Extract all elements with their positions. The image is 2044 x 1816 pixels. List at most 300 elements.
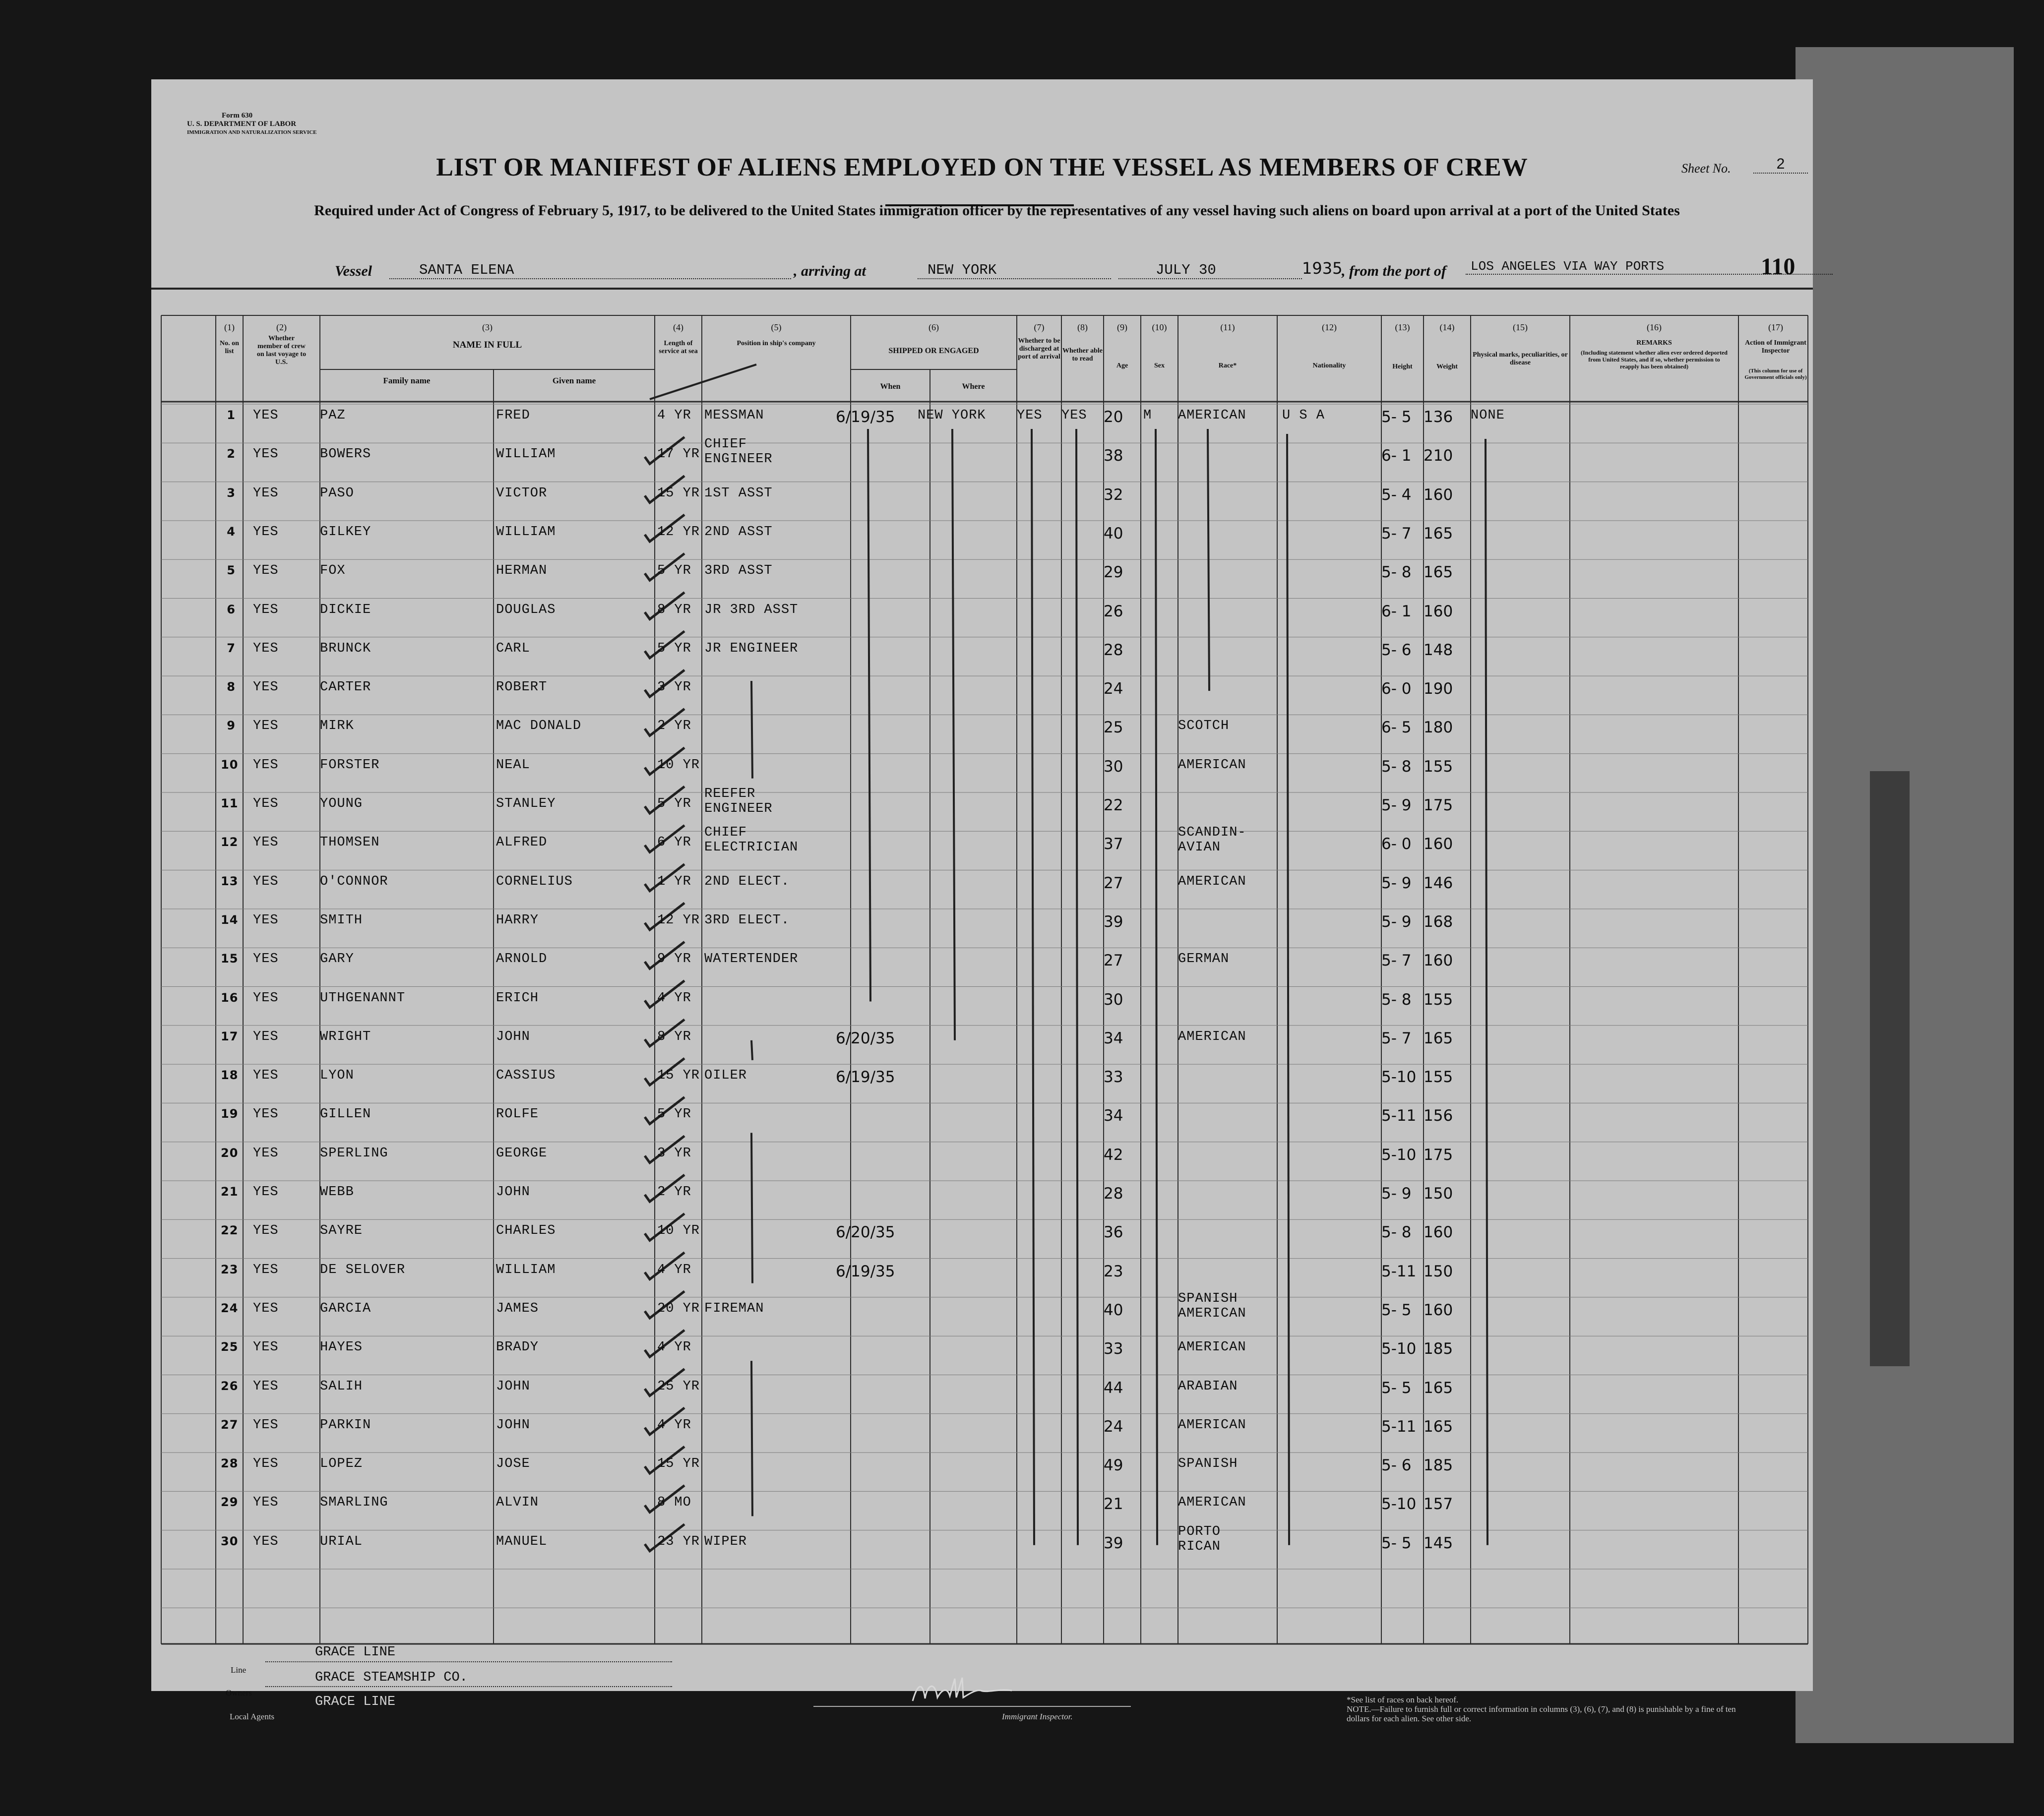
- age-cell: 21: [1104, 1495, 1123, 1513]
- weight-cell: 136: [1424, 408, 1453, 426]
- weight-cell: 150: [1424, 1185, 1453, 1203]
- col-header-weight: Weight: [1436, 363, 1458, 370]
- given-name-cell: ALFRED: [496, 835, 548, 850]
- height-cell: 5-10: [1381, 1146, 1417, 1164]
- line-label: Line: [231, 1665, 247, 1675]
- given-name-cell: JOHN: [496, 1417, 530, 1433]
- row-number-cell: 28: [221, 1456, 239, 1471]
- arriving-label: , arriving at: [794, 263, 866, 279]
- height-cell: 6- 1: [1381, 602, 1412, 620]
- weight-cell: 175: [1424, 796, 1453, 814]
- family-name-cell: BRUNCK: [320, 641, 372, 656]
- height-cell: 5- 9: [1381, 874, 1412, 892]
- family-name-cell: PASO: [320, 485, 354, 501]
- department-name: U. S. DEPARTMENT OF LABOR: [187, 120, 297, 128]
- shipped-when-cell: 6/20/35: [836, 1029, 895, 1047]
- given-name-cell: CHARLES: [496, 1223, 556, 1239]
- ditto-mark: [751, 1133, 752, 1283]
- previous-voyage-cell: YES: [253, 1029, 279, 1044]
- given-name-cell: JOSE: [496, 1456, 530, 1472]
- height-cell: 5- 7: [1381, 524, 1412, 543]
- age-cell: 28: [1104, 1185, 1123, 1203]
- row-number-cell: 21: [221, 1185, 239, 1199]
- family-name-cell: LOPEZ: [320, 1456, 363, 1472]
- col-header-nationality: Nationality: [1312, 362, 1346, 369]
- row-number-cell: 29: [221, 1495, 239, 1510]
- race-cell: PORTO RICAN: [1178, 1524, 1221, 1554]
- arrival-date: JULY 30: [1118, 262, 1302, 279]
- previous-voyage-cell: YES: [253, 990, 279, 1006]
- row-number-cell: 23: [221, 1262, 239, 1276]
- service-length-cell: 4 YR: [657, 408, 691, 423]
- given-name-cell: BRADY: [496, 1340, 539, 1355]
- col-header-position: Position in ship's company: [737, 340, 816, 347]
- service-length-cell: 1 YR: [657, 874, 691, 889]
- ditto-mark: [751, 1361, 752, 1516]
- row-number-cell: 25: [221, 1340, 239, 1354]
- col-header-discharged: Whether to be discharged at port of arrival: [1018, 337, 1060, 361]
- service-length-cell: 15 YR: [657, 1068, 700, 1084]
- family-name-cell: GILLEN: [320, 1107, 372, 1122]
- shipped-when-cell: 6/20/35: [836, 1223, 895, 1242]
- family-name-cell: GILKEY: [320, 524, 372, 540]
- position-cell: FIREMAN: [704, 1301, 764, 1316]
- form-number: Form 630: [222, 112, 253, 120]
- service-length-cell: 5 YR: [657, 641, 691, 656]
- previous-voyage-cell: YES: [253, 1146, 279, 1161]
- weight-cell: 160: [1424, 835, 1453, 853]
- ditto-mark: [1287, 434, 1289, 1545]
- row-number-cell: 8: [227, 680, 236, 694]
- col-header-action-note: (This column for use of Government officials only): [1744, 368, 1807, 380]
- weight-cell: 160: [1424, 1301, 1453, 1319]
- weight-cell: 175: [1424, 1146, 1453, 1164]
- age-cell: 20: [1104, 408, 1123, 426]
- service-length-cell: 4 YR: [657, 1417, 691, 1433]
- age-cell: 33: [1104, 1068, 1123, 1087]
- service-length-cell: 8 YR: [657, 1029, 691, 1044]
- row-number-cell: 12: [221, 835, 239, 849]
- age-cell: 32: [1104, 485, 1123, 504]
- row-number-cell: 6: [227, 602, 236, 616]
- page-number: 110: [1761, 253, 1796, 280]
- service-length-cell: 3 YR: [657, 680, 691, 695]
- family-name-cell: SMARLING: [320, 1495, 388, 1511]
- given-name-cell: ALVIN: [496, 1495, 539, 1511]
- manifest-sheet: [151, 79, 1813, 1697]
- family-name-cell: SPERLING: [320, 1146, 388, 1161]
- age-cell: 27: [1104, 874, 1123, 892]
- height-cell: 5- 8: [1381, 1223, 1412, 1242]
- page-title: LIST OR MANIFEST OF ALIENS EMPLOYED ON THE VESSEL AS MEMBERS OF CREW: [436, 153, 1528, 182]
- arrival-port: NEW YORK: [918, 262, 1111, 279]
- col-num-5: (5): [771, 322, 782, 332]
- previous-voyage-cell: YES: [253, 1456, 279, 1472]
- row-number-cell: 27: [221, 1417, 239, 1432]
- previous-voyage-cell: YES: [253, 602, 279, 617]
- given-name-cell: JOHN: [496, 1185, 530, 1200]
- previous-voyage-cell: YES: [253, 757, 279, 773]
- inspector-label: Immigrant Inspector.: [1002, 1712, 1073, 1721]
- height-cell: 6- 0: [1381, 835, 1412, 853]
- service-length-cell: 9 YR: [657, 952, 691, 967]
- able-to-read-cell: YES: [1061, 408, 1087, 423]
- height-cell: 5- 6: [1381, 1456, 1412, 1475]
- row-number-cell: 11: [221, 796, 239, 810]
- previous-voyage-cell: YES: [253, 641, 279, 656]
- position-cell: 3RD ELECT.: [704, 912, 790, 928]
- race-cell: AMERICAN: [1178, 757, 1246, 773]
- col-header-remarks-note: (Including statement whether alien ever ordered deported from United States, and if so, whether permission to reapply has been obtained): [1581, 349, 1728, 370]
- weight-cell: 165: [1424, 563, 1453, 582]
- age-cell: 34: [1104, 1029, 1123, 1047]
- row-number-cell: 14: [221, 912, 239, 927]
- height-cell: 5-11: [1381, 1417, 1417, 1436]
- given-name-cell: CORNELIUS: [496, 874, 573, 889]
- weight-cell: 165: [1424, 1379, 1453, 1397]
- height-cell: 5- 5: [1381, 1534, 1412, 1552]
- col-num-11: (11): [1220, 322, 1235, 332]
- age-cell: 24: [1104, 680, 1123, 698]
- footer-note-block: [1347, 1695, 1743, 1723]
- line-underline: [265, 1661, 672, 1662]
- col-num-9: (9): [1117, 322, 1127, 332]
- col-num-1: (1): [224, 322, 235, 332]
- age-cell: 36: [1104, 1223, 1123, 1242]
- service-length-cell: 10 YR: [657, 1223, 700, 1239]
- position-cell: WATERTENDER: [704, 952, 799, 967]
- sheet-number: 2: [1753, 156, 1808, 174]
- age-cell: 42: [1104, 1146, 1123, 1164]
- nationality-cell: U S A: [1282, 408, 1325, 423]
- family-name-cell: DE SELOVER: [320, 1262, 406, 1277]
- position-cell: JR 3RD ASST: [704, 602, 799, 617]
- age-cell: 29: [1104, 563, 1123, 582]
- given-name-cell: WILLIAM: [496, 1262, 556, 1277]
- race-cell: ARABIAN: [1178, 1379, 1238, 1394]
- service-name: IMMIGRATION AND NATURALIZATION SERVICE: [187, 129, 317, 135]
- previous-voyage-cell: YES: [253, 485, 279, 501]
- previous-voyage-cell: YES: [253, 563, 279, 579]
- age-cell: 22: [1104, 796, 1123, 814]
- shipped-when-cell: 6/19/35: [836, 1262, 895, 1280]
- local-agents-name: GRACE LINE: [315, 1695, 396, 1709]
- physical-marks-cell: NONE: [1471, 408, 1505, 423]
- service-length-cell: 12 YR: [657, 524, 700, 540]
- weight-cell: 160: [1424, 602, 1453, 620]
- service-length-cell: 23 YR: [657, 1534, 700, 1549]
- position-cell: 2ND ELECT.: [704, 874, 790, 889]
- weight-cell: 148: [1424, 641, 1453, 659]
- previous-voyage-cell: YES: [253, 1107, 279, 1122]
- family-name-cell: MIRK: [320, 719, 354, 734]
- height-cell: 5- 5: [1381, 1301, 1412, 1319]
- col-header-height: Height: [1392, 363, 1413, 370]
- departure-port: LOS ANGELES VIA WAY PORTS: [1466, 259, 1833, 275]
- height-cell: 5-11: [1381, 1107, 1417, 1125]
- weight-cell: 160: [1424, 952, 1453, 970]
- height-cell: 5- 7: [1381, 952, 1412, 970]
- family-name-cell: FORSTER: [320, 757, 380, 773]
- age-cell: 40: [1104, 524, 1123, 543]
- col-num-14: (14): [1439, 322, 1455, 332]
- col-header-given-name: Given name: [552, 376, 596, 385]
- col-header-inspector-action: Action of Immigrant Inspector: [1745, 339, 1806, 355]
- height-cell: 5- 9: [1381, 1185, 1412, 1203]
- page-subtitle: Required under Act of Congress of February 5, 1917, to be delivered to the United States immigration officer by the representatives of any vessel having such aliens on board upon arrival at a port of the United States: [314, 202, 1680, 219]
- col-num-17: (17): [1768, 322, 1783, 332]
- previous-voyage-cell: YES: [253, 1379, 279, 1394]
- age-cell: 39: [1104, 912, 1123, 931]
- age-cell: 30: [1104, 990, 1123, 1009]
- given-name-cell: ROLFE: [496, 1107, 539, 1122]
- col-header-no-on-list: No. on list: [220, 340, 239, 355]
- age-cell: 23: [1104, 1262, 1123, 1280]
- service-length-cell: 4 YR: [657, 990, 691, 1006]
- from-port-label: , from the port of: [1342, 263, 1446, 279]
- weight-cell: 168: [1424, 912, 1453, 931]
- family-name-cell: PARKIN: [320, 1417, 372, 1433]
- previous-voyage-cell: YES: [253, 912, 279, 928]
- row-number-cell: 3: [227, 485, 236, 500]
- row-number-cell: 18: [221, 1068, 239, 1083]
- previous-voyage-cell: YES: [253, 1068, 279, 1084]
- race-cell: AMERICAN: [1178, 874, 1246, 889]
- races-note: *See list of races on back hereof.: [1347, 1695, 1459, 1704]
- family-name-cell: HAYES: [320, 1340, 363, 1355]
- underlying-page: [1796, 47, 2014, 1743]
- age-cell: 44: [1104, 1379, 1123, 1397]
- age-cell: 28: [1104, 641, 1123, 659]
- col-header-shipped: SHIPPED OR ENGAGED: [888, 347, 979, 355]
- given-name-cell: GEORGE: [496, 1146, 548, 1161]
- weight-cell: 155: [1424, 1068, 1453, 1087]
- col-header-name: NAME IN FULL: [452, 340, 522, 350]
- row-number-cell: 24: [221, 1301, 239, 1315]
- weight-cell: 185: [1424, 1340, 1453, 1358]
- column-rules: [161, 315, 1808, 1644]
- height-cell: 6- 0: [1381, 680, 1412, 698]
- col-header-where: Where: [962, 382, 985, 391]
- height-cell: 5- 4: [1381, 485, 1412, 504]
- age-cell: 24: [1104, 1417, 1123, 1436]
- given-name-cell: NEAL: [496, 757, 530, 773]
- height-cell: 6- 1: [1381, 447, 1412, 465]
- service-length-cell: 15 YR: [657, 485, 700, 501]
- height-cell: 5- 9: [1381, 912, 1412, 931]
- age-cell: 39: [1104, 1534, 1123, 1552]
- age-cell: 49: [1104, 1456, 1123, 1475]
- height-cell: 5-10: [1381, 1340, 1417, 1358]
- height-cell: 5- 6: [1381, 641, 1412, 659]
- owners-label: Owners: [226, 1688, 252, 1697]
- family-name-cell: WRIGHT: [320, 1029, 372, 1044]
- service-length-cell: 20 YR: [657, 1301, 700, 1316]
- given-name-cell: HERMAN: [496, 563, 548, 579]
- given-name-cell: WILLIAM: [496, 524, 556, 540]
- race-cell: AMERICAN: [1178, 1417, 1246, 1433]
- weight-cell: 185: [1424, 1456, 1453, 1475]
- given-name-cell: MAC DONALD: [496, 719, 582, 734]
- given-name-cell: FRED: [496, 408, 530, 423]
- race-cell: SPANISH AMERICAN: [1178, 1291, 1246, 1321]
- age-cell: 34: [1104, 1107, 1123, 1125]
- sheet-number-label: Sheet No.: [1681, 161, 1731, 176]
- row-number-cell: 10: [221, 757, 239, 772]
- weight-cell: 160: [1424, 485, 1453, 504]
- row-number-cell: 20: [221, 1146, 239, 1160]
- family-name-cell: THOMSEN: [320, 835, 380, 850]
- arrival-year: 1935: [1302, 259, 1343, 278]
- col-header-read: Whether able to read: [1062, 347, 1103, 363]
- given-name-cell: ARNOLD: [496, 952, 548, 967]
- col-header-service: Length of service at sea: [659, 340, 698, 355]
- service-length-cell: 3 YR: [657, 1146, 691, 1161]
- weight-cell: 150: [1424, 1262, 1453, 1280]
- weight-cell: 180: [1424, 719, 1453, 737]
- previous-voyage-cell: YES: [253, 1417, 279, 1433]
- given-name-cell: JOHN: [496, 1029, 530, 1044]
- race-cell: AMERICAN: [1178, 1029, 1246, 1044]
- service-length-cell: 8 MO: [657, 1495, 691, 1511]
- race-cell: AMERICAN: [1178, 1495, 1246, 1511]
- col-header-race: Race*: [1218, 362, 1237, 369]
- col-header-age: Age: [1116, 362, 1128, 369]
- family-name-cell: O'CONNOR: [320, 874, 388, 889]
- race-cell: AMERICAN: [1178, 408, 1246, 423]
- family-name-cell: SMITH: [320, 912, 363, 928]
- penalty-note: NOTE.—Failure to furnish full or correct information in columns (3), (6), (7), and (8) is punishable by a fine of ten dollars for each alien. See other side.: [1347, 1704, 1736, 1723]
- family-name-cell: YOUNG: [320, 796, 363, 811]
- given-name-cell: JAMES: [496, 1301, 539, 1316]
- col-num-13: (13): [1395, 322, 1410, 332]
- vessel-label: Vessel: [335, 263, 372, 279]
- height-cell: 5- 8: [1381, 990, 1412, 1009]
- row-number-cell: 17: [221, 1029, 239, 1043]
- row-number-cell: 22: [221, 1223, 239, 1238]
- previous-voyage-cell: YES: [253, 719, 279, 734]
- local-agents-label: Local Agents: [230, 1712, 275, 1721]
- col-header-remarks: REMARKS: [1636, 339, 1672, 347]
- service-length-cell: 17 YR: [657, 447, 700, 462]
- previous-voyage-cell: YES: [253, 1534, 279, 1549]
- shipped-when-cell: 6/19/35: [836, 1068, 895, 1087]
- previous-voyage-cell: YES: [253, 796, 279, 811]
- age-cell: 27: [1104, 952, 1123, 970]
- weight-cell: 155: [1424, 757, 1453, 776]
- col-num-10: (10): [1152, 322, 1167, 332]
- weight-cell: 160: [1424, 1223, 1453, 1242]
- weight-cell: 165: [1424, 524, 1453, 543]
- row-number-cell: 16: [221, 990, 239, 1005]
- family-name-cell: GARCIA: [320, 1301, 372, 1316]
- previous-voyage-cell: YES: [253, 1185, 279, 1200]
- height-cell: 5- 5: [1381, 1379, 1412, 1397]
- weight-cell: 165: [1424, 1029, 1453, 1047]
- ditto-mark: [1032, 429, 1034, 1545]
- previous-voyage-cell: YES: [253, 1340, 279, 1355]
- row-number-cell: 19: [221, 1107, 239, 1121]
- given-name-cell: WILLIAM: [496, 447, 556, 462]
- service-length-cell: 5 YR: [657, 563, 691, 579]
- service-length-cell: 8 YR: [657, 602, 691, 617]
- family-name-cell: SAYRE: [320, 1223, 363, 1239]
- family-name-cell: PAZ: [320, 408, 346, 423]
- ditto-mark: [868, 429, 870, 1002]
- manifest-grid: [151, 79, 1813, 1691]
- underlying-page-strip: [1870, 771, 1910, 1366]
- family-name-cell: DICKIE: [320, 602, 372, 617]
- previous-voyage-cell: YES: [253, 835, 279, 850]
- service-length-cell: 5 YR: [657, 796, 691, 811]
- previous-voyage-cell: YES: [253, 1262, 279, 1277]
- age-cell: 25: [1104, 719, 1123, 737]
- family-name-cell: UTHGENANNT: [320, 990, 406, 1006]
- service-length-cell: 4 YR: [657, 1340, 691, 1355]
- inspector-signature: [908, 1674, 1037, 1708]
- position-cell: CHIEF ENGINEER: [704, 437, 773, 467]
- owners-underline: [265, 1686, 672, 1687]
- given-name-cell: CARL: [496, 641, 530, 656]
- given-name-cell: MANUEL: [496, 1534, 548, 1549]
- col-header-family-name: Family name: [383, 376, 431, 385]
- service-length-cell: 25 YR: [657, 1379, 700, 1394]
- given-name-cell: HARRY: [496, 912, 539, 928]
- height-cell: 5- 8: [1381, 757, 1412, 776]
- race-cell: SCOTCH: [1178, 719, 1230, 734]
- family-name-cell: LYON: [320, 1068, 354, 1084]
- race-cell: AMERICAN: [1178, 1340, 1246, 1355]
- position-cell: MESSMAN: [704, 408, 764, 423]
- col-header-physical-marks: Physical marks, peculiarities, or disease: [1473, 351, 1568, 366]
- row-number-cell: 13: [221, 874, 239, 888]
- row-number-cell: 30: [221, 1534, 239, 1548]
- previous-voyage-cell: YES: [253, 874, 279, 889]
- age-cell: 38: [1104, 447, 1123, 465]
- age-cell: 40: [1104, 1301, 1123, 1319]
- age-cell: 33: [1104, 1340, 1123, 1358]
- col-num-7: (7): [1034, 322, 1045, 332]
- service-length-cell: 2 YR: [657, 719, 691, 734]
- weight-cell: 157: [1424, 1495, 1453, 1513]
- race-cell: SCANDIN- AVIAN: [1178, 825, 1246, 855]
- position-cell: 2ND ASST: [704, 524, 773, 540]
- position-cell: OILER: [704, 1068, 747, 1084]
- col-num-8: (8): [1077, 322, 1088, 332]
- age-cell: 37: [1104, 835, 1123, 853]
- height-cell: 5-10: [1381, 1068, 1417, 1087]
- given-name-cell: STANLEY: [496, 796, 556, 811]
- previous-voyage-cell: YES: [253, 447, 279, 462]
- position-cell: JR ENGINEER: [704, 641, 799, 656]
- ditto-mark: [1486, 439, 1487, 1545]
- row-number-cell: 2: [227, 447, 236, 461]
- vessel-name: SANTA ELENA: [389, 262, 791, 279]
- family-name-cell: SALIH: [320, 1379, 363, 1394]
- col-num-16: (16): [1647, 322, 1662, 332]
- position-cell: 3RD ASST: [704, 563, 773, 579]
- weight-cell: 210: [1424, 447, 1453, 465]
- height-cell: 5- 8: [1381, 563, 1412, 582]
- col-num-6: (6): [929, 322, 939, 332]
- family-name-cell: CARTER: [320, 680, 372, 695]
- row-number-cell: 26: [221, 1379, 239, 1393]
- race-cell: GERMAN: [1178, 952, 1230, 967]
- position-cell: REEFER ENGINEER: [704, 787, 773, 816]
- service-length-cell: 6 YR: [657, 835, 691, 850]
- previous-voyage-cell: YES: [253, 1495, 279, 1511]
- previous-voyage-cell: YES: [253, 408, 279, 423]
